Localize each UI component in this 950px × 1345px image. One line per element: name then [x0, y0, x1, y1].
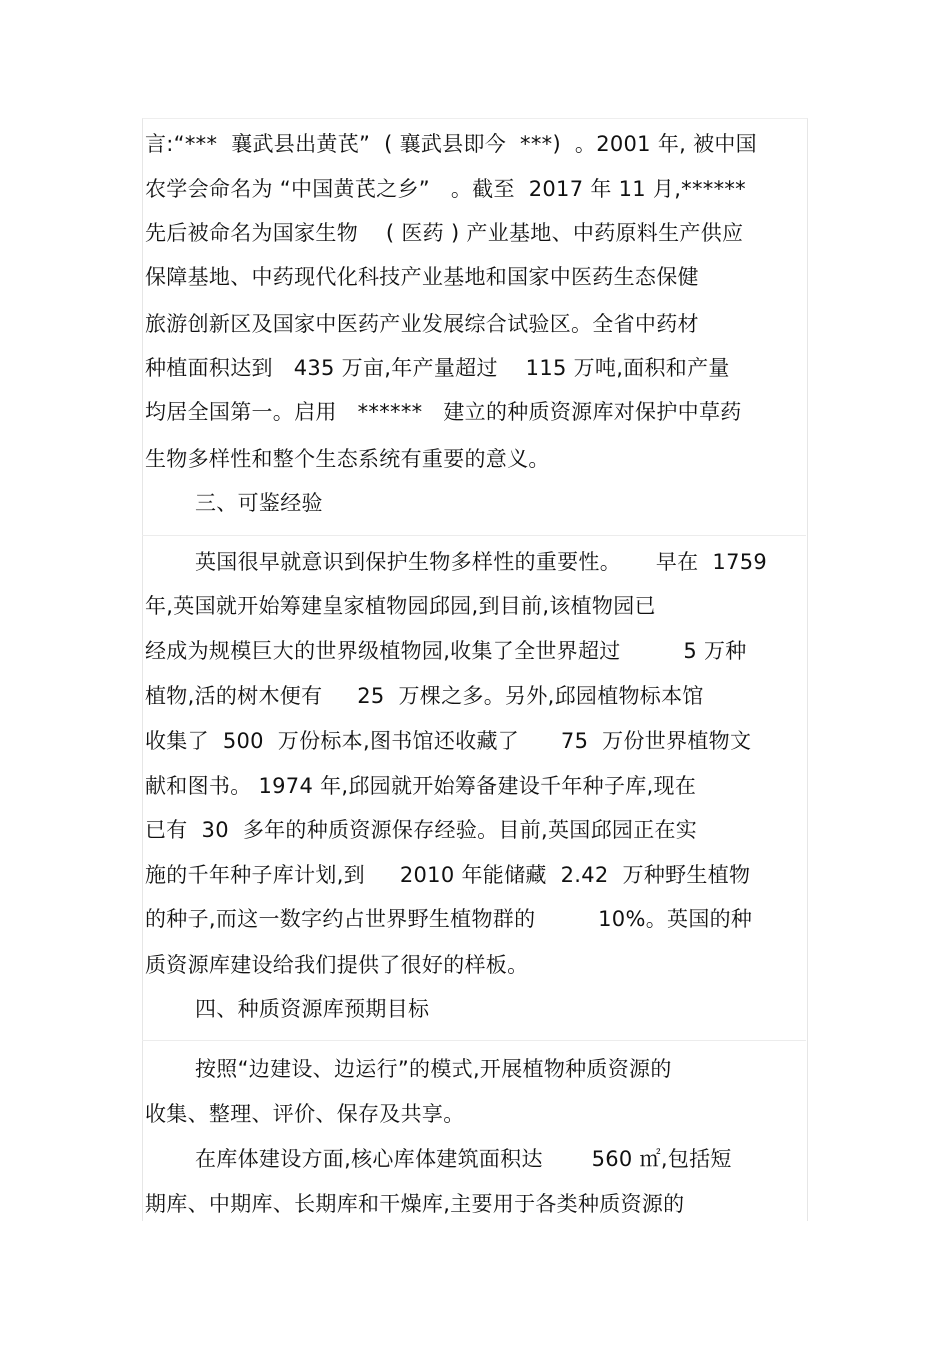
section-heading: 四、种质资源库预期目标 [195, 997, 430, 1021]
text-line: 保障基地、中药现代化科技产业基地和国家中医药生态保健 [145, 265, 699, 289]
text-line: 先后被命名为国家生物 ( 医药 ) 产业基地、中药原料生产供应 [145, 221, 744, 245]
text-line: 均居全国第一。启用 ****** 建立的种质资源库对保护中草药 [145, 400, 742, 424]
text-line: 施的千年种子库计划,到 2010 年能储藏 2.42 万种野生植物 [145, 863, 751, 887]
section-heading: 三、可鉴经验 [195, 491, 323, 515]
text-line: 言:“*** 襄武县出黄芪” ( 襄武县即今 ***) 。2001 年, 被中国 [145, 132, 757, 156]
text-line: 英国很早就意识到保护生物多样性的重要性。 早在 1759 [195, 550, 768, 574]
text-line: 旅游创新区及国家中医药产业发展综合试验区。全省中药材 [145, 312, 699, 336]
text-line: 已有 30 多年的种质资源保存经验。目前,英国邱园正在实 [145, 818, 698, 842]
section-divider [142, 535, 806, 536]
text-line: 献和图书。 1974 年,邱园就开始筹备建设千年种子库,现在 [145, 774, 697, 798]
text-line: 农学会命名为 “中国黄芪之乡” 。截至 2017 年 11 月,****** [145, 177, 746, 201]
text-line: 的种子,而这一数字约占世界野生植物群的 10%。英国的种 [145, 907, 753, 931]
text-line: 植物,活的树木便有 25 万棵之多。另外,邱园植物标本馆 [145, 684, 704, 708]
text-line: 质资源库建设给我们提供了很好的样板。 [145, 953, 529, 977]
text-line: 经成为规模巨大的世界级植物园,收集了全世界超过 5 万种 [145, 639, 747, 663]
text-line: 按照“边建设、边运行”的模式,开展植物种质资源的 [195, 1057, 672, 1081]
text-line: 期库、中期库、长期库和干燥库,主要用于各类种质资源的 [145, 1192, 685, 1216]
section-divider [142, 1040, 806, 1041]
text-line: 年,英国就开始筹建皇家植物园邱园,到目前,该植物园已 [145, 594, 656, 618]
text-line: 生物多样性和整个生态系统有重要的意义。 [145, 447, 550, 471]
text-line: 在库体建设方面,核心库体建筑面积达 560 ㎡,包括短 [195, 1147, 732, 1171]
text-line: 收集、整理、评价、保存及共享。 [145, 1102, 465, 1126]
text-line: 种植面积达到 435 万亩,年产量超过 115 万吨,面积和产量 [145, 356, 730, 380]
text-line: 收集了 500 万份标本,图书馆还收藏了 75 万份世界植物文 [145, 729, 752, 753]
